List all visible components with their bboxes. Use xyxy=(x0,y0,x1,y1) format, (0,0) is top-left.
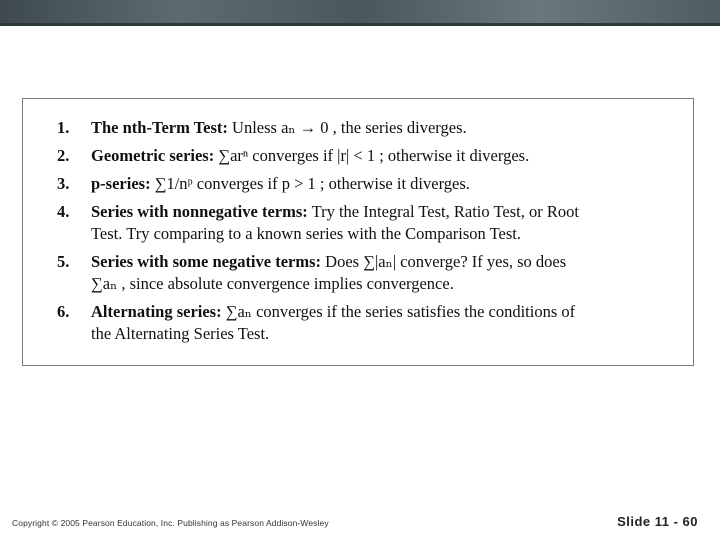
item-number: 5. xyxy=(57,252,70,271)
item-heading: Series with nonnegative terms: xyxy=(91,202,308,221)
item-number: 2. xyxy=(57,146,70,165)
item-text: ∑1/nᵖ converges if p > 1 ; otherwise it diverges. xyxy=(154,174,470,193)
item-text: Try the Integral Test, Ratio Test, or Root xyxy=(311,202,579,221)
item-number: 1. xyxy=(57,118,70,137)
slide-number: Slide 11 - 60 xyxy=(617,514,698,529)
item-body xyxy=(91,301,671,345)
item-heading: Series with some negative terms: xyxy=(91,252,322,271)
item-text: ∑aₙ converges if the series satisfies the conditions of xyxy=(225,302,576,321)
item-text-continued: the Alternating Series Test. xyxy=(91,324,270,343)
item-heading: The nth-Term Test: xyxy=(91,118,228,137)
item-heading: p-series: xyxy=(91,174,151,193)
item-body xyxy=(91,201,671,245)
top-banner xyxy=(0,0,720,26)
copyright-notice: Copyright © 2005 Pearson Education, Inc. Publishing as Pearson Addison-Wesley xyxy=(12,518,329,528)
item-heading: Geometric series: xyxy=(91,146,215,165)
item-text: Unless aₙ → 0 , the series diverges. xyxy=(232,118,467,137)
item-body xyxy=(91,251,671,295)
item-text: Does ∑|aₙ| converge? If yes, so does xyxy=(325,252,567,271)
item-text-continued: ∑aₙ , since absolute convergence implies convergence. xyxy=(91,274,454,293)
item-body xyxy=(91,117,671,139)
item-text: ∑arⁿ converges if |r| < 1 ; otherwise it diverges. xyxy=(218,146,530,165)
series-tests-box xyxy=(22,98,694,366)
item-body xyxy=(91,145,671,167)
item-number: 6. xyxy=(57,302,70,321)
item-body xyxy=(91,173,671,195)
item-text-continued: Test. Try comparing to a known series with the Comparison Test. xyxy=(91,224,522,243)
item-number: 4. xyxy=(57,202,70,221)
item-number: 3. xyxy=(57,174,70,193)
item-heading: Alternating series: xyxy=(91,302,222,321)
